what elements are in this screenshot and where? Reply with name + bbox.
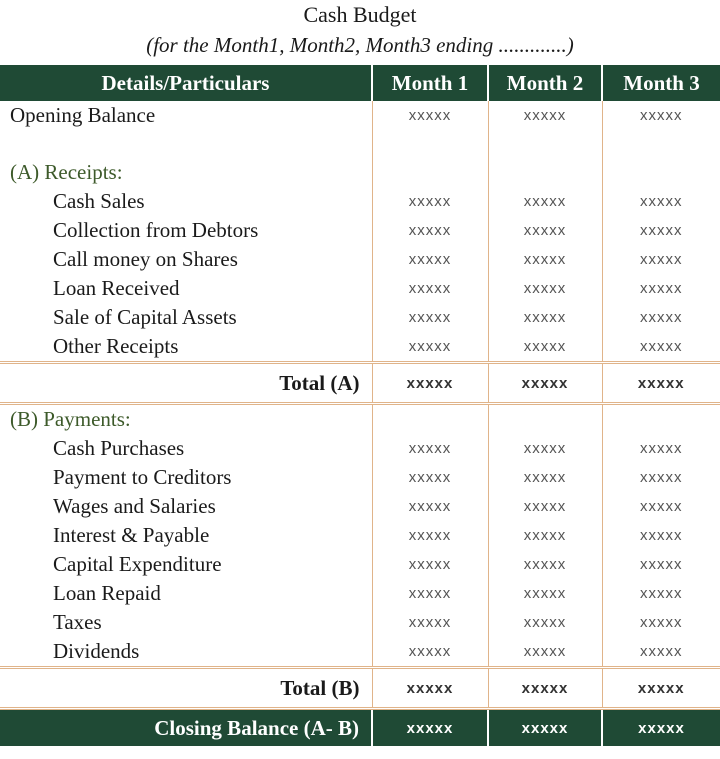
payment-value: xxxxx — [488, 521, 602, 550]
receipt-value: xxxxx — [372, 303, 488, 332]
receipt-label: Cash Sales — [53, 189, 145, 213]
receipts-heading: (A) Receipts: — [10, 160, 123, 184]
total-b-month-1: xxxxx — [372, 668, 488, 709]
opening-balance-row — [0, 101, 720, 130]
payments-heading-row — [0, 404, 720, 435]
receipt-value: xxxxx — [372, 216, 488, 245]
header-month-2: Month 2 — [488, 65, 602, 101]
receipt-value: xxxxx — [488, 303, 602, 332]
payment-value: xxxxx — [372, 463, 488, 492]
payment-value: xxxxx — [372, 521, 488, 550]
payment-value: xxxxx — [488, 637, 602, 668]
receipt-value: xxxxx — [488, 245, 602, 274]
payment-value: xxxxx — [372, 608, 488, 637]
opening-balance-label: Opening Balance — [10, 103, 156, 127]
receipt-value: xxxxx — [488, 216, 602, 245]
receipt-value: xxxxx — [602, 187, 720, 216]
payment-value: xxxxx — [488, 434, 602, 463]
payment-label: Dividends — [53, 639, 140, 663]
receipt-value: xxxxx — [602, 216, 720, 245]
payment-value: xxxxx — [602, 579, 720, 608]
payment-value: xxxxx — [372, 637, 488, 668]
total-a-row — [0, 363, 720, 404]
total-b-month-2: xxxxx — [488, 668, 602, 709]
closing-balance-month-2: xxxxx — [488, 709, 602, 747]
payment-value: xxxxx — [372, 492, 488, 521]
table-header-row — [0, 65, 720, 101]
payment-label: Cash Purchases — [53, 436, 185, 460]
table-row — [0, 303, 720, 332]
table-row — [0, 637, 720, 668]
table-row — [0, 608, 720, 637]
receipt-value: xxxxx — [488, 332, 602, 363]
payment-value: xxxxx — [602, 637, 720, 668]
payment-value: xxxxx — [372, 579, 488, 608]
closing-balance-month-1: xxxxx — [372, 709, 488, 747]
payment-value: xxxxx — [602, 550, 720, 579]
receipt-value: xxxxx — [488, 187, 602, 216]
payment-value: xxxxx — [488, 608, 602, 637]
closing-balance-month-3: xxxxx — [602, 709, 720, 747]
opening-balance-month-1: xxxxx — [372, 101, 488, 130]
payment-value: xxxxx — [602, 463, 720, 492]
receipt-label: Loan Received — [53, 276, 180, 300]
table-row — [0, 434, 720, 463]
receipt-value: xxxxx — [372, 332, 488, 363]
payment-label: Wages and Salaries — [53, 494, 216, 518]
header-month-3: Month 3 — [602, 65, 720, 101]
payment-value: xxxxx — [372, 434, 488, 463]
table-row — [0, 332, 720, 363]
table-row — [0, 550, 720, 579]
cash-budget-table — [0, 65, 720, 746]
table-row — [0, 492, 720, 521]
payment-value: xxxxx — [602, 434, 720, 463]
payment-value: xxxxx — [488, 579, 602, 608]
table-row — [0, 521, 720, 550]
payment-label: Payment to Creditors — [53, 465, 232, 489]
payment-label: Loan Repaid — [53, 581, 161, 605]
payment-value: xxxxx — [488, 463, 602, 492]
table-row — [0, 274, 720, 303]
receipt-value: xxxxx — [488, 274, 602, 303]
header-month-1: Month 1 — [372, 65, 488, 101]
receipt-value: xxxxx — [602, 274, 720, 303]
payment-label: Taxes — [53, 610, 102, 634]
payment-value: xxxxx — [488, 492, 602, 521]
table-row — [0, 463, 720, 492]
receipt-value: xxxxx — [372, 187, 488, 216]
table-row — [0, 216, 720, 245]
table-row — [0, 579, 720, 608]
total-a-month-2: xxxxx — [488, 363, 602, 404]
table-row — [0, 245, 720, 274]
header-particulars: Details/Particulars — [0, 65, 372, 101]
opening-balance-month-2: xxxxx — [488, 101, 602, 130]
receipt-value: xxxxx — [372, 274, 488, 303]
payment-value: xxxxx — [602, 608, 720, 637]
payments-heading: (B) Payments: — [10, 407, 131, 431]
payment-value: xxxxx — [602, 521, 720, 550]
payment-label: Interest & Payable — [53, 523, 210, 547]
receipt-value: xxxxx — [602, 245, 720, 274]
receipt-label: Collection from Debtors — [53, 218, 259, 242]
receipt-value: xxxxx — [372, 245, 488, 274]
total-a-month-3: xxxxx — [602, 363, 720, 404]
payment-value: xxxxx — [602, 492, 720, 521]
total-a-label: Total (A) — [0, 363, 372, 404]
payment-value: xxxxx — [372, 550, 488, 579]
page-subtitle: (for the Month1, Month2, Month3 ending .............) — [146, 33, 574, 57]
total-b-row — [0, 668, 720, 709]
payment-label: Capital Expenditure — [53, 552, 222, 576]
payment-value: xxxxx — [488, 550, 602, 579]
receipts-heading-row — [0, 158, 720, 187]
receipt-value: xxxxx — [602, 332, 720, 363]
total-b-month-3: xxxxx — [602, 668, 720, 709]
receipt-label: Call money on Shares — [53, 247, 238, 271]
closing-balance-row — [0, 709, 720, 747]
total-b-label: Total (B) — [0, 668, 372, 709]
table-row — [0, 187, 720, 216]
page-title: Cash Budget — [303, 2, 417, 27]
total-a-month-1: xxxxx — [372, 363, 488, 404]
receipt-label: Other Receipts — [53, 334, 179, 358]
receipt-value: xxxxx — [602, 303, 720, 332]
spacer-row — [0, 130, 720, 158]
receipt-label: Sale of Capital Assets — [53, 305, 237, 329]
closing-balance-label: Closing Balance (A- B) — [0, 709, 372, 747]
opening-balance-month-3: xxxxx — [602, 101, 720, 130]
